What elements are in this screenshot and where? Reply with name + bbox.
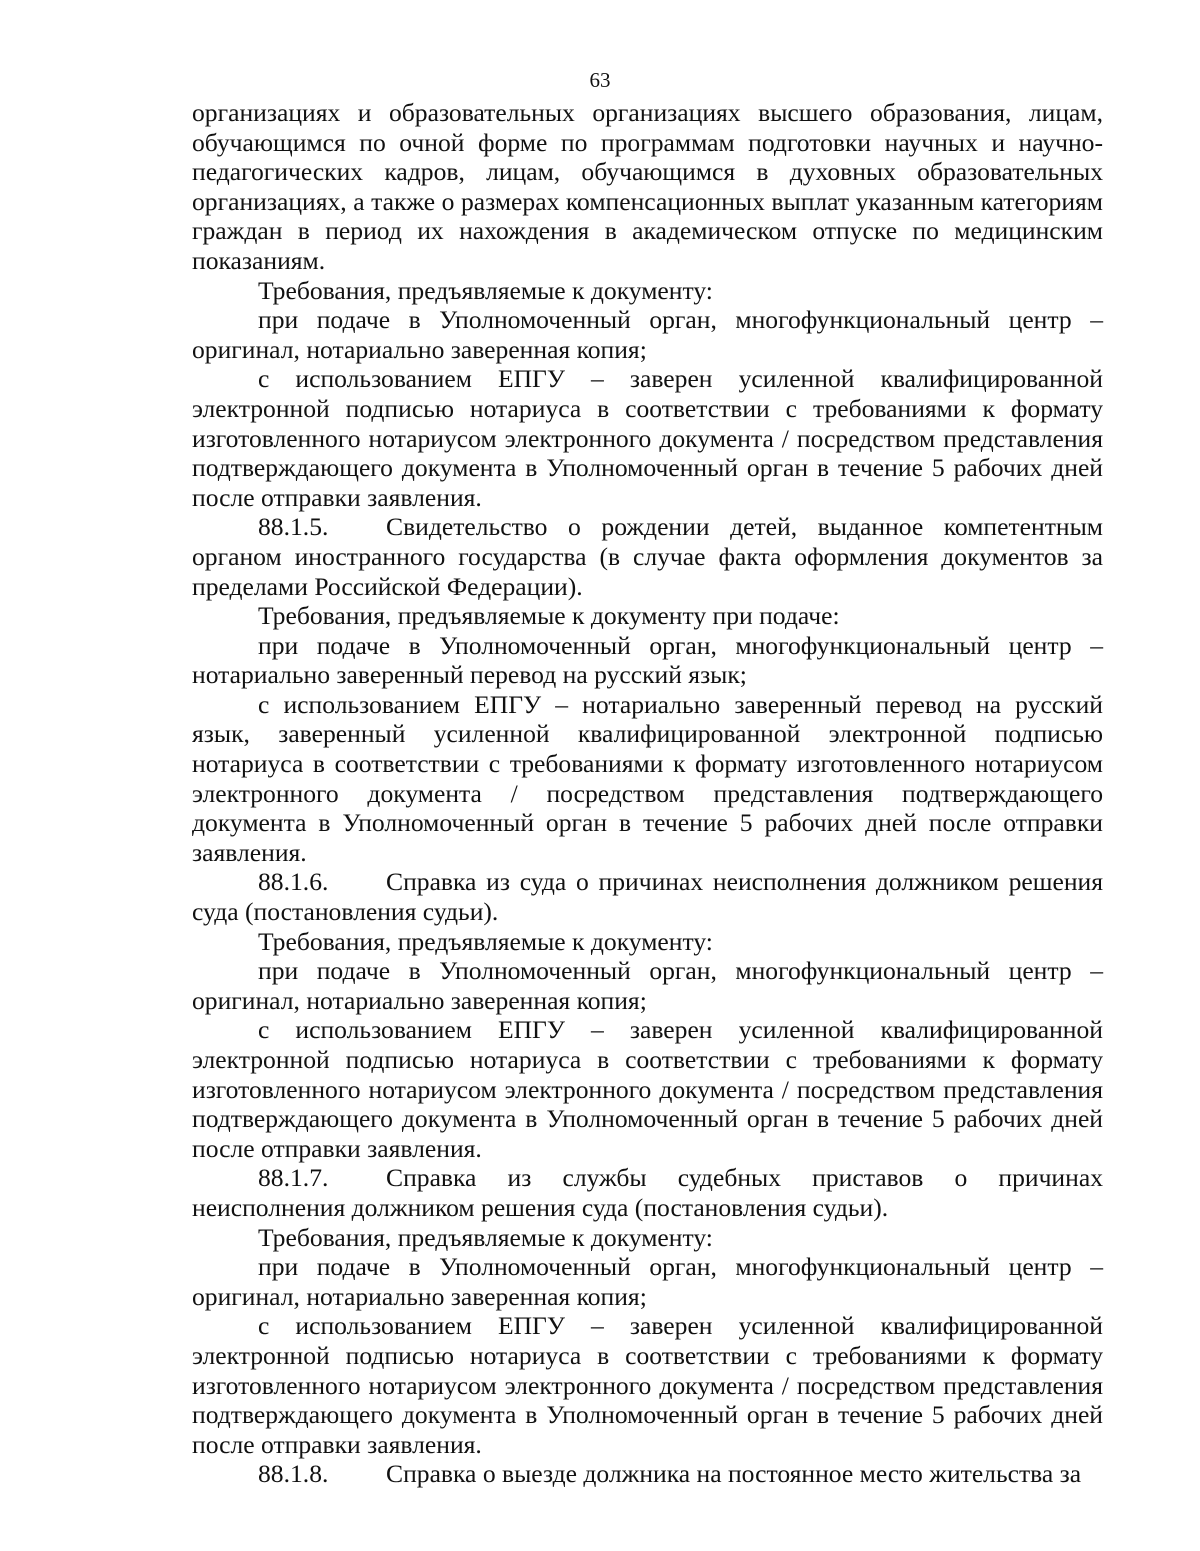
paragraph-office-submission — [192, 956, 1103, 1015]
paragraph-office-submission — [192, 631, 1103, 690]
paragraph-text: Требования, предъявляемые к документу: — [258, 275, 713, 305]
clause-88-1-7 — [192, 1163, 1103, 1222]
clause-number: 88.1.5. — [258, 512, 329, 542]
paragraph-text: Требования, предъявляемые к документу: — [258, 1222, 713, 1252]
paragraph-epgu-submission — [192, 690, 1103, 868]
paragraph-requirements-heading — [192, 601, 1103, 631]
paragraph-continuation — [192, 98, 1103, 276]
paragraph-epgu-submission — [192, 1311, 1103, 1459]
paragraph-text: с использованием ЕПГУ – заверен усиленной квалифицированной электронной подписью нотариуса в соответствии с требованиями к формату изготовленного нотариусом электронного документа / посредством представления подтверждающего документа в Уполномоченный орган в течение 5 рабочих дней после отправки заявления. — [192, 1311, 1103, 1459]
clause-text: Справка из суда о причинах неисполнения должником решения суда (постановления судьи). — [192, 867, 1103, 927]
clause-88-1-8 — [192, 1459, 1103, 1489]
paragraph-text: с использованием ЕПГУ – нотариально заверенный перевод на русский язык, заверенный усиленной квалифицированной электронной подписью нотариуса в соответствии с требованиями к формату изготовленного нотариусом электронного документа / посредством представления подтверждающего документа в Уполномоченный орган в течение 5 рабочих дней после отправки заявления. — [192, 689, 1103, 867]
paragraph-text: при подаче в Уполномоченный орган, многофункциональный центр – нотариально заверенный перевод на русский язык; — [192, 630, 1103, 690]
paragraph-text: организациях и образовательных организациях высшего образования, лицам, обучающимся по очной форме по программам подготовки научных и научно-педагогических кадров, лицам, обучающимся в духовных образовательных организациях, а также о размерах компенсационных выплат указанным категориям граждан в период их нахождения в академическом отпуске по медицинским показаниям. — [192, 98, 1103, 275]
clause-88-1-5 — [192, 512, 1103, 601]
page-number: 63 — [589, 68, 611, 92]
paragraph-text: при подаче в Уполномоченный орган, многофункциональный центр – оригинал, нотариально заверенная копия; — [192, 1252, 1103, 1311]
paragraph-office-submission — [192, 1252, 1103, 1311]
clause-text: Справка о выезде должника на постоянное место жительства за — [386, 1459, 1082, 1489]
paragraph-text: при подаче в Уполномоченный орган, многофункциональный центр – оригинал, нотариально заверенная копия; — [192, 956, 1103, 1015]
clause-number: 88.1.7. — [258, 1163, 329, 1193]
paragraph-text: с использованием ЕПГУ – заверен усиленной квалифицированной электронной подписью нотариуса в соответствии с требованиями к формату изготовленного нотариусом электронного документа / посредством представления подтверждающего документа в Уполномоченный орган в течение 5 рабочих дней после отправки заявления. — [192, 364, 1103, 512]
paragraph-text: Требования, предъявляемые к документу при подаче: — [258, 601, 840, 631]
paragraph-text: с использованием ЕПГУ – заверен усиленной квалифицированной электронной подписью нотариуса в соответствии с требованиями к формату изготовленного нотариусом электронного документа / посредством представления подтверждающего документа в Уполномоченный орган в течение 5 рабочих дней после отправки заявления. — [192, 1015, 1103, 1163]
paragraph-requirements-heading — [192, 276, 1103, 306]
paragraph-text: Требования, предъявляемые к документу: — [258, 926, 713, 956]
clause-text: Справка из службы судебных приставов о причинах неисполнения должником решения суда (постановления судьи). — [192, 1163, 1103, 1222]
clause-88-1-6 — [192, 867, 1103, 926]
clause-number: 88.1.8. — [258, 1459, 329, 1489]
clause-text: Свидетельство о рождении детей, выданное компетентным органом иностранного государства (в случае факта оформления документов за пределами Российской Федерации). — [192, 512, 1103, 601]
clause-number: 88.1.6. — [258, 867, 329, 897]
document-body — [192, 98, 1103, 1489]
paragraph-requirements-heading — [192, 1223, 1103, 1253]
paragraph-text: при подаче в Уполномоченный орган, многофункциональный центр – оригинал, нотариально заверенная копия; — [192, 305, 1103, 364]
paragraph-epgu-submission — [192, 1015, 1103, 1163]
paragraph-office-submission — [192, 305, 1103, 364]
paragraph-requirements-heading — [192, 927, 1103, 957]
paragraph-epgu-submission — [192, 364, 1103, 512]
